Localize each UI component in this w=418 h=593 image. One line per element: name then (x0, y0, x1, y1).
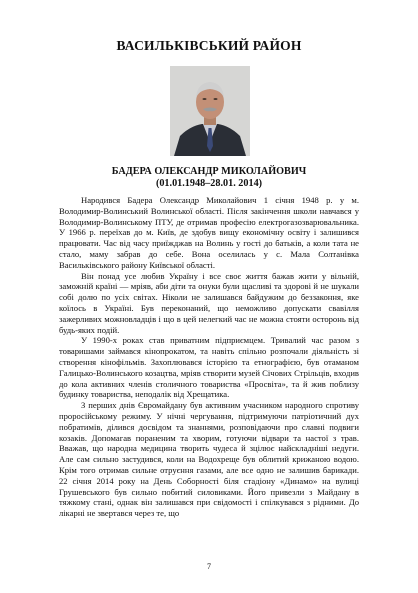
paragraph: З перших днів Євромайдану був активним учасником народного спротиву проросійському режиму. У нічні чергування, підтримуючи патріотичний дух побратимів, ділився досвідом та знаннями, розповідаючи про славні подвиги козаків. Допомагав пораненим та хворим, готуючи відвари та настої з трав. Вважав, що народна медицина творить чудеса й зцілює найскладніші недуги. Але сам сильно застудився, коли на Водохреще був облитий крижаною водою. Крім того отримав сильне отруєння газами, але все одно не залишив барикади. 22 січня 2014 року на День Соборності біля стадіону «Динамо» на вулиці Грушевського був сильно побитий силовиками. Його привезли з Майдану в тяжкому стані, однак він залишався при свідомості і спілкувався з рідними. До лікарні не звертався через те, що (59, 400, 359, 519)
district-heading: ВАСИЛЬКІВСЬКИЙ РАЙОН (116, 38, 302, 53)
paragraph: Народився Бадера Олександр Миколайович 1 січня 1948 р. у м. Володимир-Волинський Волинської області. Після закінчення школи навчався у Володимир-Волинському ПТУ, де отримав професію електрогазозварювальника. У 1966 р. переїхав до м. Київ, де здобув вищу економічну освіту і залишився працювати. Час від часу приїжджав на Волинь у гості до батьків, а коли тата не стало, маму забрав до себе. Вона оселилась у с. Мала Солтанівка Васильківського району Київської області. (59, 195, 359, 270)
portrait-photo (170, 66, 250, 156)
person-name: БАДЕРА ОЛЕКСАНДР МИКОЛАЙОВИЧ (111, 166, 307, 177)
page-number: 7 (207, 562, 211, 571)
portrait-image (170, 66, 250, 156)
paragraph: Він понад усе любив Україну і все своє життя бажав жити у вільній, заможній країні — мріяв, аби діти та онуки були щасливі та здорові й не шукали собі долю по усіх світах. Ніколи не залишався байдужим до беззаконня, яке коїлось в Україні. Був переконаний, що неможливо допускати свавілля зажерливих можновладців і що в цей нелегкий час не можна стояти осторонь від будь-яких подій. (59, 270, 359, 335)
life-dates: (01.01.1948–28.01. 2014) (155, 178, 263, 189)
biography-text (59, 195, 359, 519)
paragraph: У 1990-х роках став приватним підприємцем. Тривалий час разом з товаришами займався кінопрокатом, та навіть спільно розпочали діяльність зі створення кінофільмів. Захоплювався історією та етнографією, був отаманом Галицько-Волинського козацтва, мріяв створити музей Січових Стрільців, входив до кола активних членів столичного товариства «Просвіта», та й жив поблизу будинку товариства, неподалік від Хрещатика. (59, 335, 359, 400)
